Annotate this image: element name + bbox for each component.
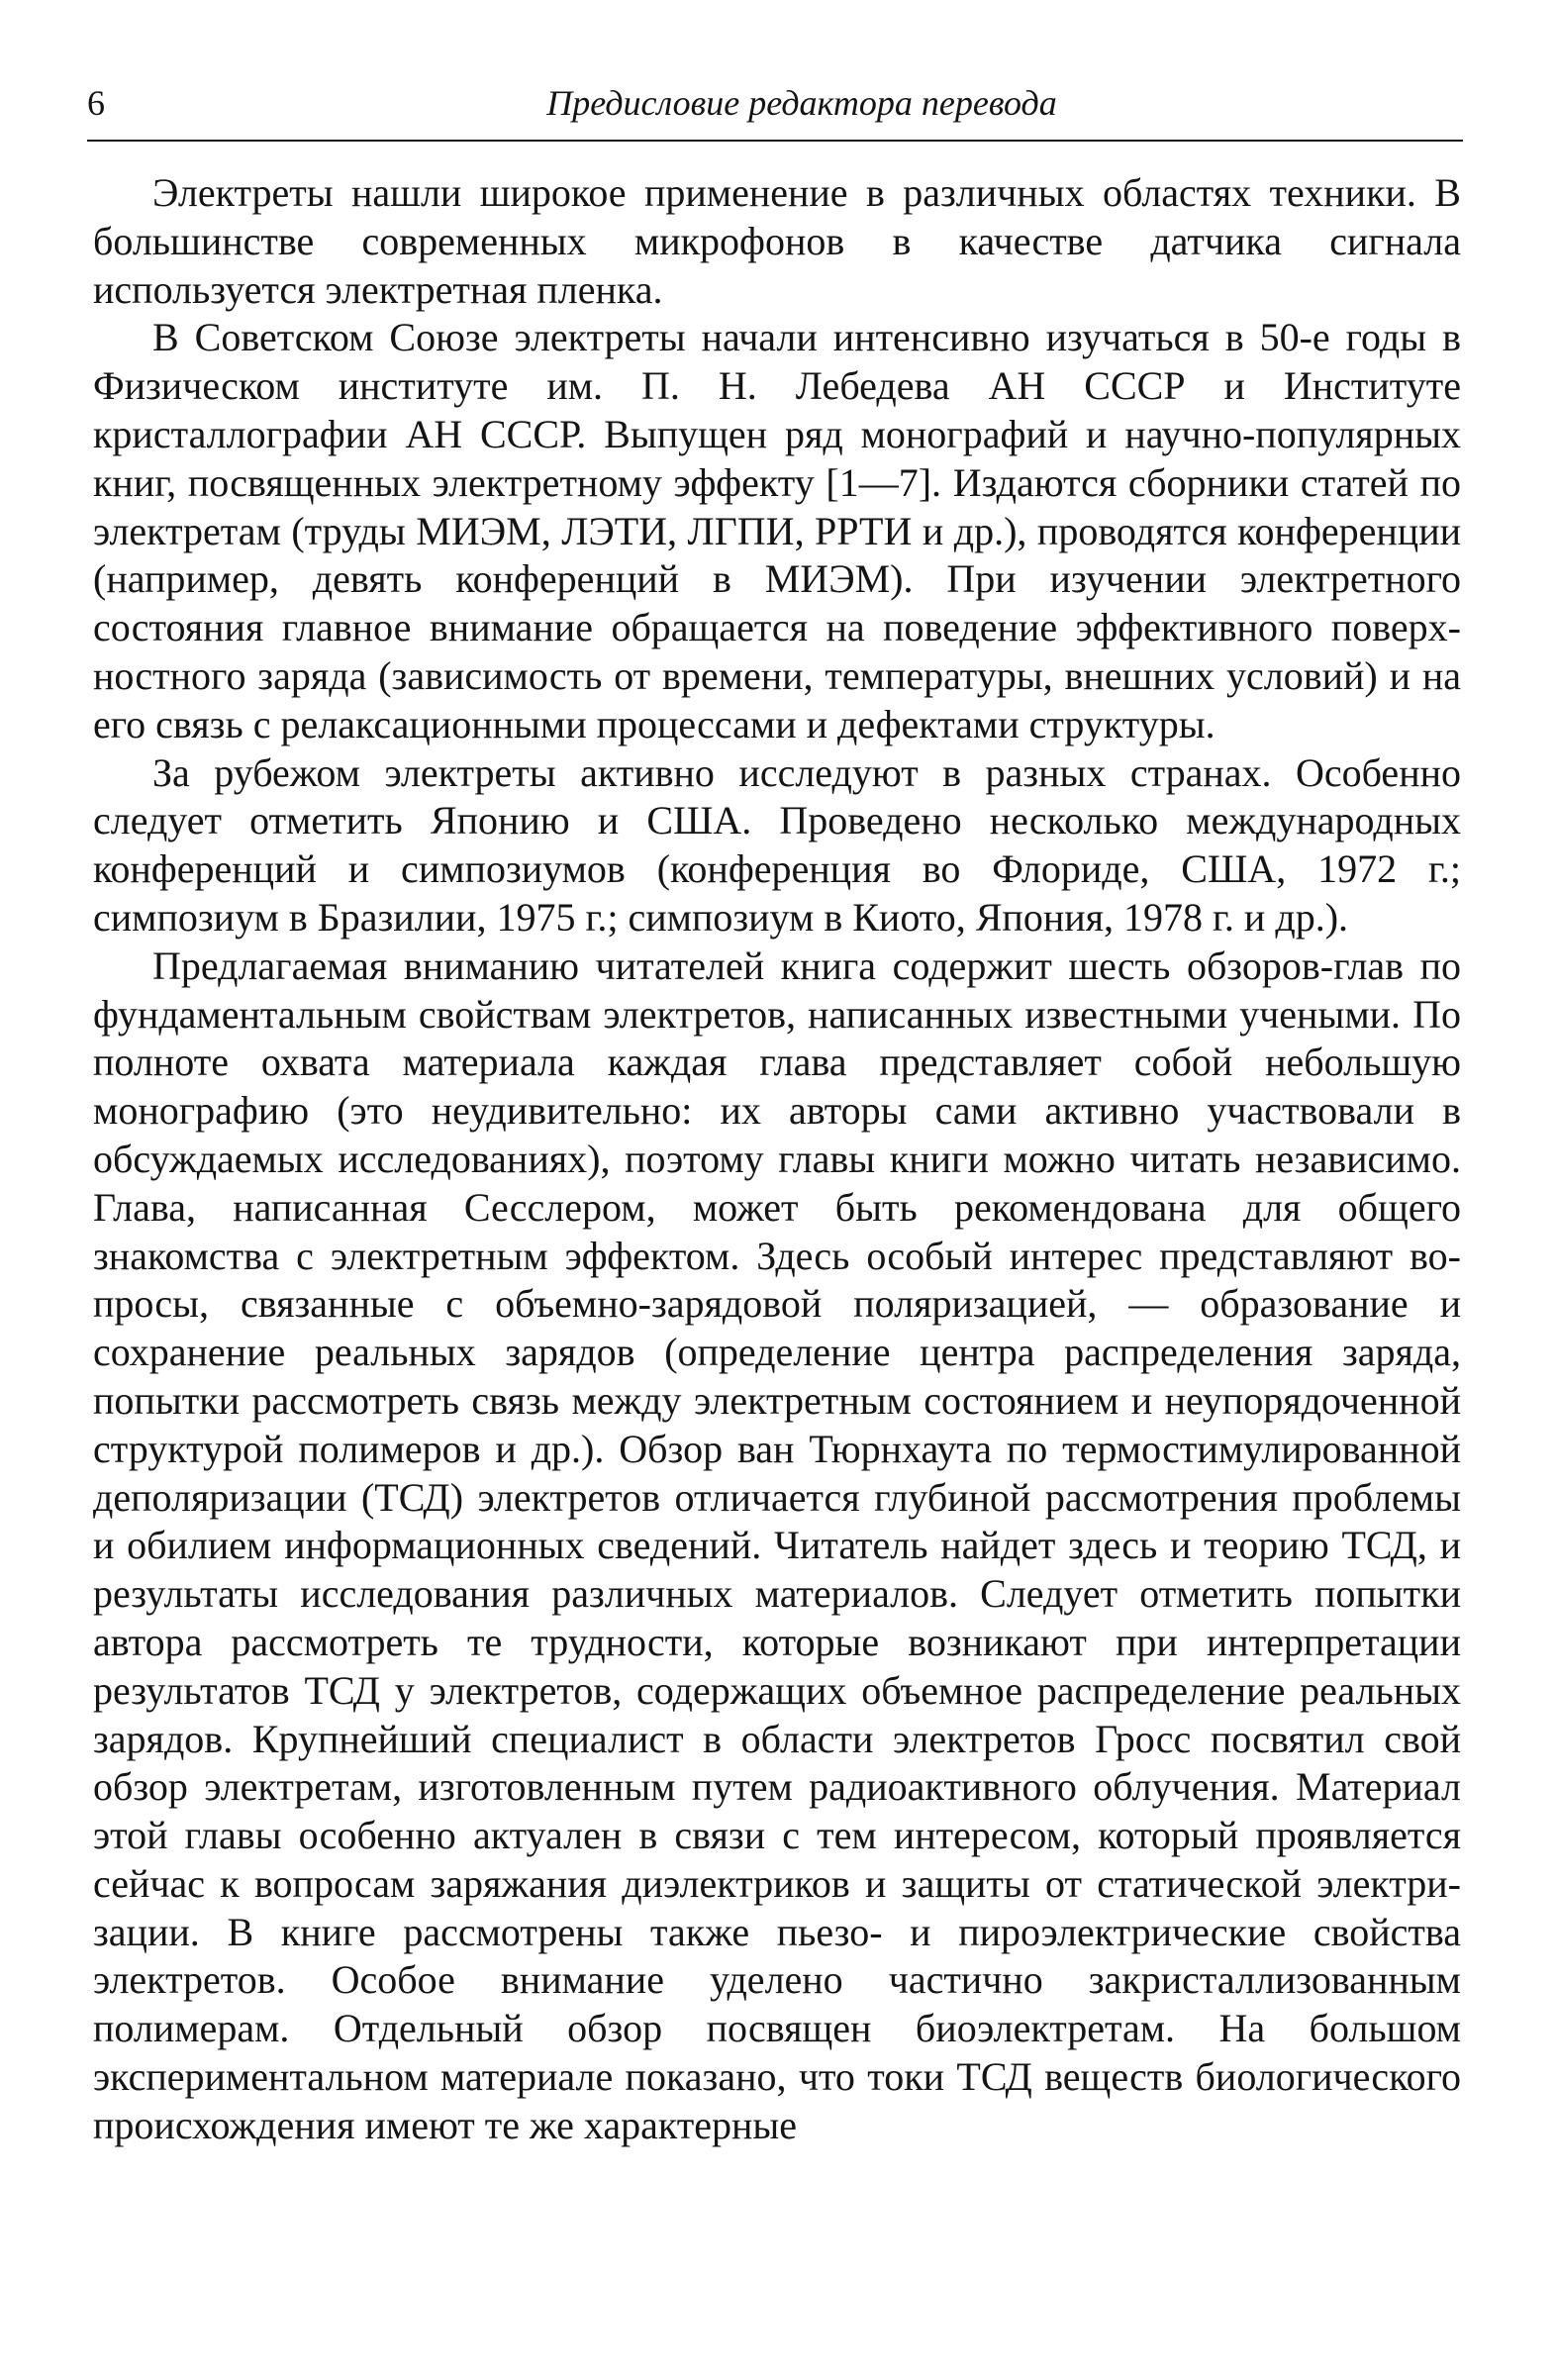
paragraph-microphones: Электреты нашли широкое применение в различных областях техники. В большинстве современных микрофонов в качестве датчика сигнала используется электретная пленка. — [93, 170, 1461, 312]
running-title: Предисловие редактора перевода — [546, 83, 1057, 123]
paragraph-foreign-research: За рубежом электреты активно исследуют в разных странах. Особенно следует отметить Японию и США. Проведено несколько международных конференций и симпозиумов (конференция во Флориде, США, 1972 г.; симпозиум в Бразилии, 1975 г.; симпозиум в Киото, Япония, 1978 г. и др.). — [93, 749, 1461, 940]
paragraph-book-overview: Предлагаемая вниманию читателей книга содержит шесть обзоров-глав по фундаментальным свойствам электретов, написанных известными учеными. По полноте охвата материала каждая глава представляет собой небольшую монографию (это неудивительно: их авторы сами активно участвовали в обсуждаемых исследованиях), поэтому главы книги можно читать независимо. Глава, написанная Сесслером, может быть рекомендована для общего знакомства с электретным эффектом. Здесь особый интерес представляют вопросы, связанные с объемно-зарядовой поляризацией, — образование и сохранение реальных зарядов (определение центра распределения заряда, попытки рассмотреть связь между электретным состоянием и неупорядоченной структурой полимеров и др.). Обзор ван Тюрнхаута по термостимулированной деполяризации (ТСД) электретов отличается глубиной рассмотрения проблемы и обилием информационных сведений. Читатель найдет здесь и теорию ТСД, и результаты исследования различных материалов. Следует отметить попытки автора рассмотреть те трудности, которые возникают при интерпретации результатов ТСД у электретов, содержащих объемное распределение реальных зарядов. Крупнейший специалист в области электретов Гросс посвятил свой обзор электретам, изготовленным путем радиоактивного облучения. Материал этой главы особенно актуален в связи с тем интересом, который проявляется сейчас к вопросам заряжания диэлектриков и защиты от статической электризации. В книге рассмотрены также пьезо- и пироэлектрические свойства электретов. Особое внимание уделено частично закристаллизованным полимерам. Отдельный обзор посвящен биоэлектретам. На большом экспериментальном материале показано, что токи ТСД веществ биологического происхождения имеют те же характерные — [93, 942, 1461, 2147]
page-number: 6 — [87, 83, 105, 123]
body-text — [93, 169, 1461, 2150]
header-divider — [87, 140, 1463, 142]
paragraph-soviet-research: В Советском Союзе электреты начали интенсивно изучаться в 50-е годы в Физическом институте им. П. Н. Лебедева АН СССР и Институте кристаллографии АН СССР. Выпущен ряд монографий и научно-популярных книг, посвященных электретному эффекту [1—7]. Издаются сборники статей по электретам (труды МИЭМ, ЛЭТИ, ЛГПИ, РРТИ и др.), проводятся конференции (например, девять конференций в МИЭМ). При изучении электретного состояния главное внимание обращается на поведение эффективного поверхностного заряда (зависимость от времени, температуры, внешних условий) и на его связь с релаксационными процессами и дефектами структуры. — [93, 315, 1461, 746]
